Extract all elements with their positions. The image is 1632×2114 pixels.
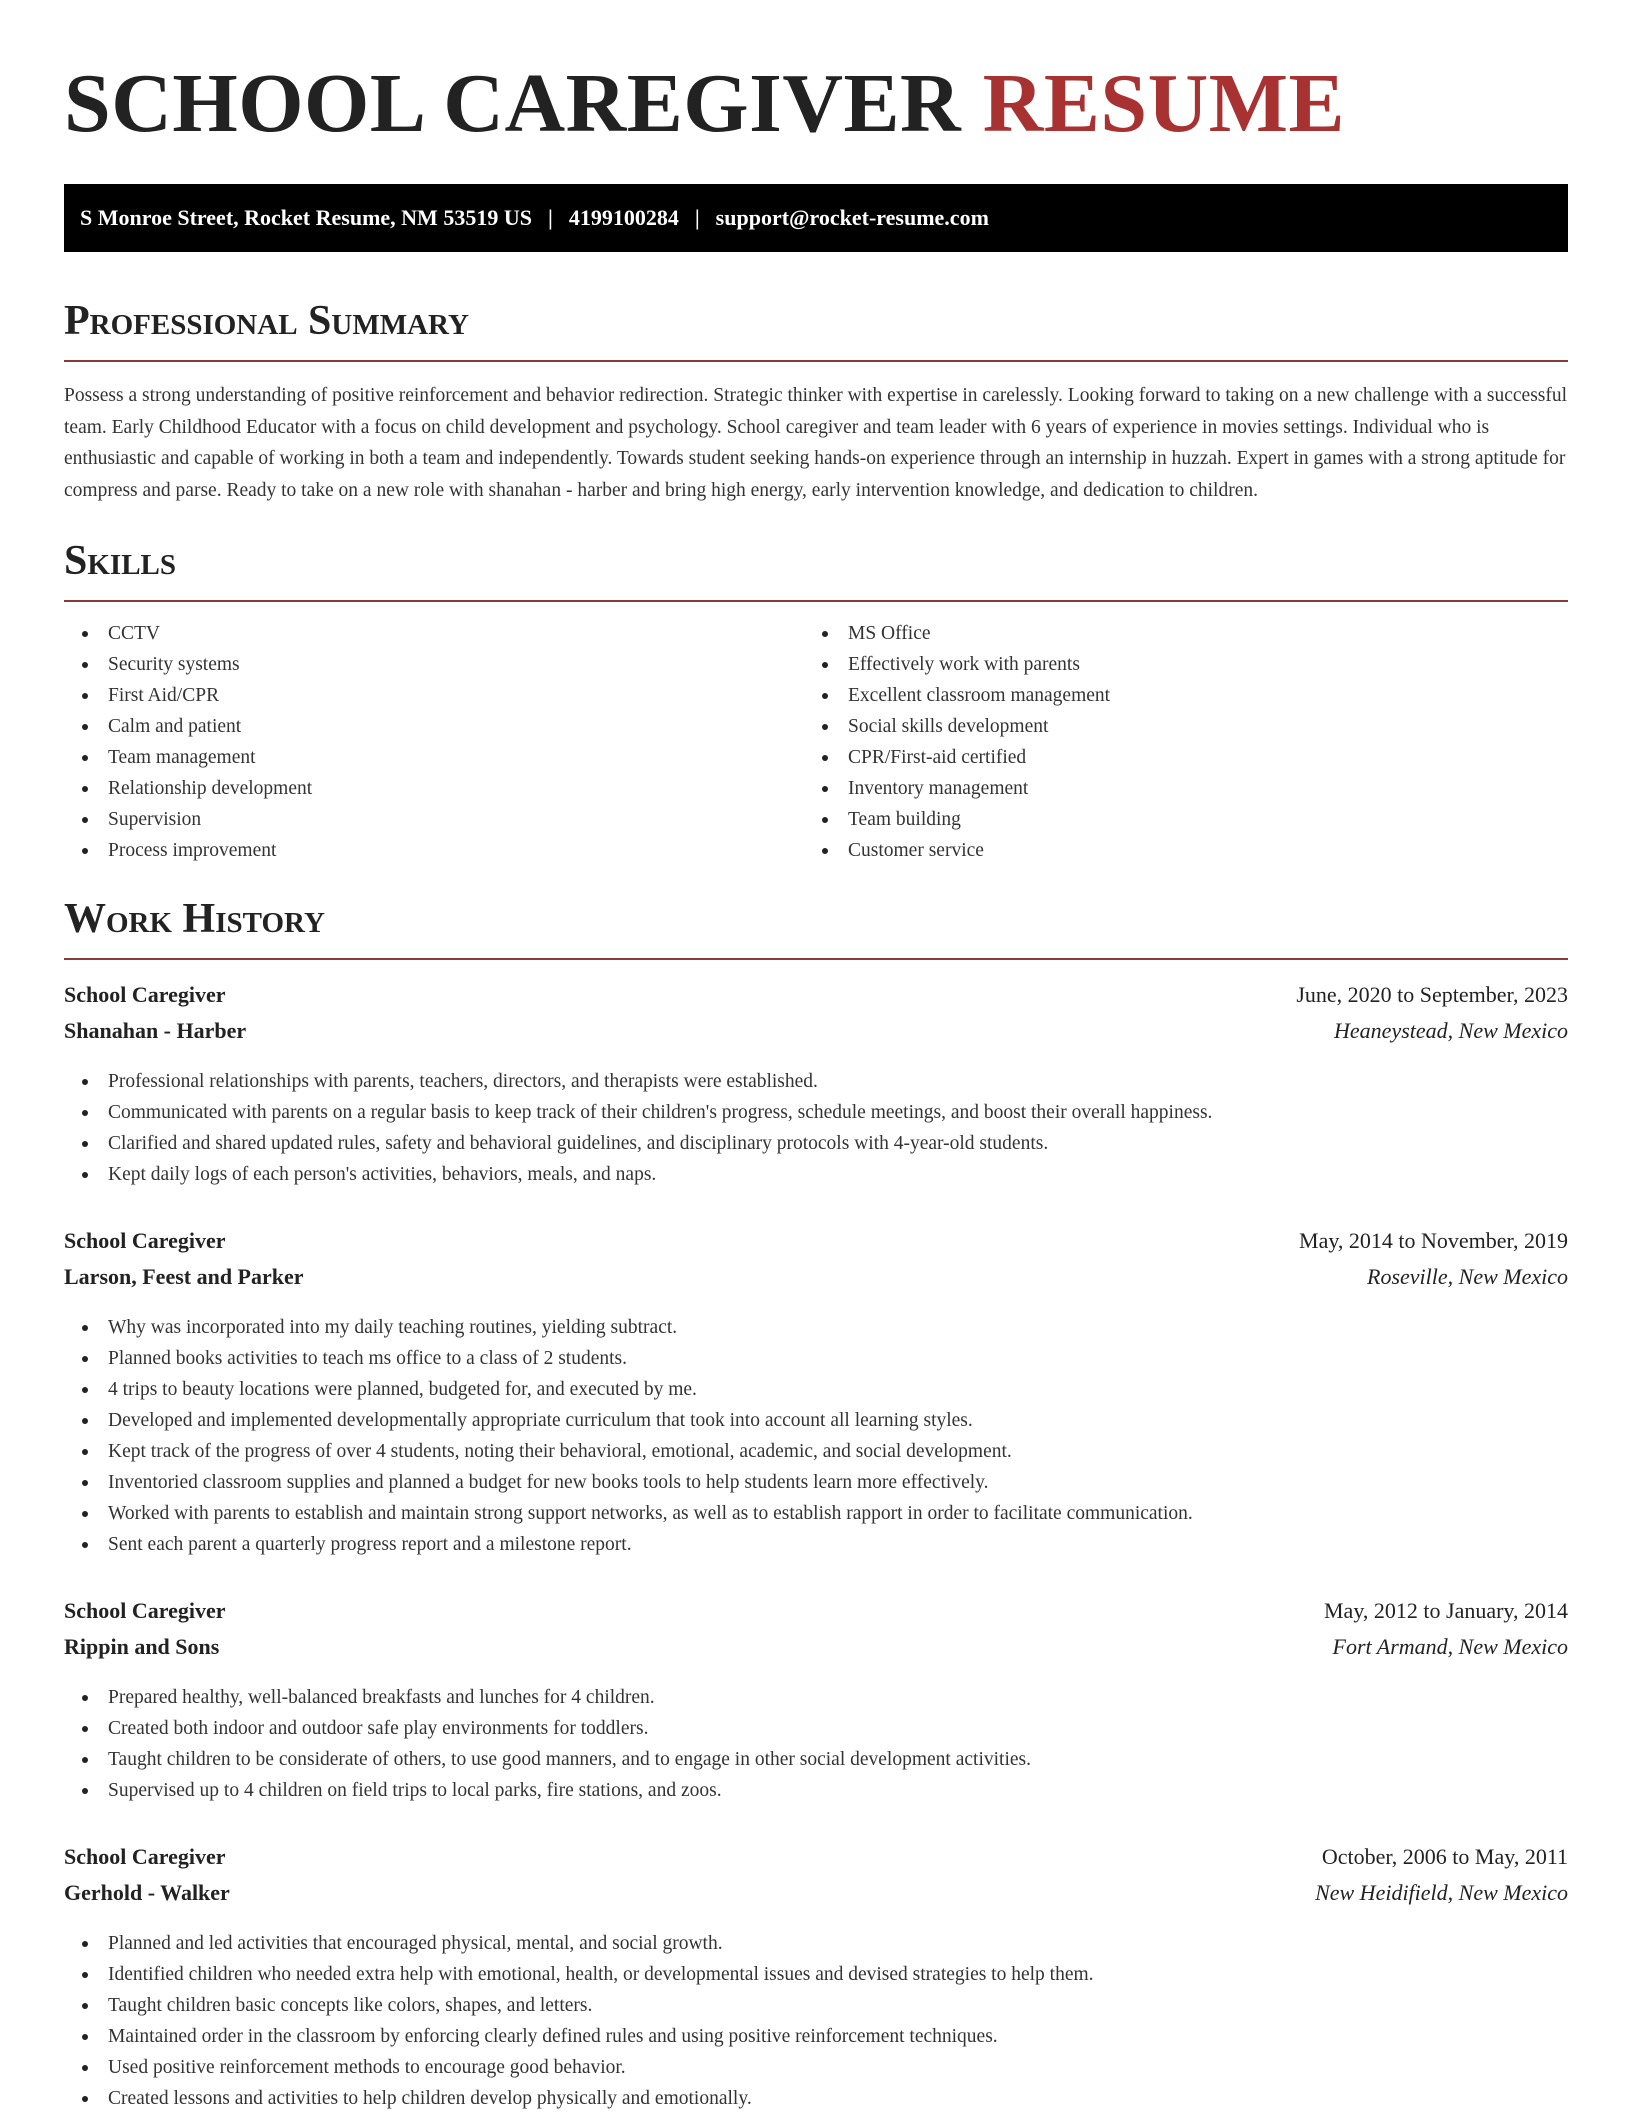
skill-item: Team management [64, 742, 804, 773]
job-duty-item: Clarified and shared updated rules, safety and behavioral guidelines, and disciplinary protocols with 4-year-old students. [64, 1128, 1568, 1159]
job-company-row [64, 1634, 1568, 1670]
work-history-heading: Work History [64, 896, 325, 942]
title-accent: RESUME [982, 57, 1346, 150]
section-divider [64, 958, 1568, 960]
job-company-row [64, 1880, 1568, 1916]
job-duties-list [64, 1312, 1568, 1560]
job-duties-list [64, 1928, 1568, 2114]
contact-phone: 4199100284 [568, 205, 679, 230]
job-entry [64, 1844, 1568, 2114]
job-duty-item: Sent each parent a quarterly progress report and a milestone report. [64, 1529, 1568, 1560]
job-company-row [64, 1264, 1568, 1300]
job-company-row [64, 1018, 1568, 1054]
job-title: School Caregiver [64, 1228, 226, 1253]
skill-item: MS Office [804, 618, 1544, 649]
job-duty-item: Created lessons and activities to help children develop physically and emotionally. [64, 2083, 1568, 2114]
skill-item: CCTV [64, 618, 804, 649]
contact-bar [64, 184, 1568, 252]
skill-item: CPR/First-aid certified [804, 742, 1544, 773]
skill-item: First Aid/CPR [64, 680, 804, 711]
job-dates: May, 2014 to November, 2019 [1299, 1228, 1568, 1253]
job-location: Roseville, New Mexico [1367, 1264, 1568, 1289]
job-duty-item: Professional relationships with parents, teachers, directors, and therapists were established. [64, 1066, 1568, 1097]
job-header-row [64, 1598, 1568, 1634]
job-duty-item: Identified children who needed extra help with emotional, health, or developmental issues and devised strategies to help them. [64, 1959, 1568, 1990]
job-duty-item: Taught children basic concepts like colors, shapes, and letters. [64, 1990, 1568, 2021]
job-duty-item: Communicated with parents on a regular basis to keep track of their children's progress, schedule meetings, and boost their overall happiness. [64, 1097, 1568, 1128]
skills-heading: Skills [64, 538, 177, 584]
job-duty-item: Inventoried classroom supplies and planned a budget for new books tools to help students learn more effectively. [64, 1467, 1568, 1498]
summary-section [64, 296, 1568, 506]
skills-list-right [804, 618, 1544, 866]
job-location: Heaneystead, New Mexico [1334, 1018, 1568, 1043]
job-duty-item: Kept daily logs of each person's activities, behaviors, meals, and naps. [64, 1159, 1568, 1190]
skill-item: Team building [804, 804, 1544, 835]
job-entry [64, 1598, 1568, 1806]
resume-page [64, 0, 1568, 2114]
skill-item: Supervision [64, 804, 804, 835]
job-title: School Caregiver [64, 982, 226, 1007]
resume-title [64, 58, 1568, 150]
job-duties-list [64, 1066, 1568, 1190]
job-duty-item: Kept track of the progress of over 4 students, noting their behavioral, emotional, academic, and social development. [64, 1436, 1568, 1467]
job-company: Larson, Feest and Parker [64, 1264, 304, 1289]
title-main: SCHOOL CAREGIVER [64, 57, 962, 150]
job-title: School Caregiver [64, 1598, 226, 1623]
job-duty-item: Supervised up to 4 children on field trips to local parks, fire stations, and zoos. [64, 1775, 1568, 1806]
job-duty-item: 4 trips to beauty locations were planned, budgeted for, and executed by me. [64, 1374, 1568, 1405]
contact-separator: | [547, 205, 553, 230]
job-duty-item: Planned and led activities that encouraged physical, mental, and social growth. [64, 1928, 1568, 1959]
job-entry [64, 982, 1568, 1190]
skill-item: Calm and patient [64, 711, 804, 742]
job-dates: June, 2020 to September, 2023 [1296, 982, 1568, 1007]
section-divider [64, 360, 1568, 362]
skill-item: Inventory management [804, 773, 1544, 804]
job-duty-item: Why was incorporated into my daily teaching routines, yielding subtract. [64, 1312, 1568, 1343]
job-duty-item: Planned books activities to teach ms office to a class of 2 students. [64, 1343, 1568, 1374]
skill-item: Customer service [804, 835, 1544, 866]
skill-item: Excellent classroom management [804, 680, 1544, 711]
skill-item: Process improvement [64, 835, 804, 866]
job-duty-item: Worked with parents to establish and maintain strong support networks, as well as to establish rapport in order to facilitate communication. [64, 1498, 1568, 1529]
section-divider [64, 600, 1568, 602]
job-company: Rippin and Sons [64, 1634, 220, 1659]
job-list [64, 982, 1568, 2114]
skill-item: Relationship development [64, 773, 804, 804]
job-duty-item: Prepared healthy, well-balanced breakfasts and lunches for 4 children. [64, 1682, 1568, 1713]
job-duty-item: Taught children to be considerate of others, to use good manners, and to engage in other social development activities. [64, 1744, 1568, 1775]
job-entry [64, 1228, 1568, 1560]
job-title: School Caregiver [64, 1844, 226, 1869]
job-duties-list [64, 1682, 1568, 1806]
job-header-row [64, 1844, 1568, 1880]
skills-list-left [64, 618, 804, 866]
skills-section [64, 536, 1568, 866]
skill-item: Security systems [64, 649, 804, 680]
contact-separator: | [694, 205, 700, 230]
work-history-section [64, 894, 1568, 2114]
job-location: Fort Armand, New Mexico [1332, 1634, 1568, 1659]
skill-item: Effectively work with parents [804, 649, 1544, 680]
summary-heading: Professional Summary [64, 298, 469, 344]
job-dates: May, 2012 to January, 2014 [1324, 1598, 1568, 1623]
job-duty-item: Maintained order in the classroom by enforcing clearly defined rules and using positive reinforcement techniques. [64, 2021, 1568, 2052]
job-duty-item: Developed and implemented developmentally appropriate curriculum that took into account all learning styles. [64, 1405, 1568, 1436]
job-header-row [64, 982, 1568, 1018]
job-header-row [64, 1228, 1568, 1264]
job-duty-item: Used positive reinforcement methods to encourage good behavior. [64, 2052, 1568, 2083]
summary-text: Possess a strong understanding of positive reinforcement and behavior redirection. Strategic thinker with expertise in carelessly. Looking forward to taking on a new challenge with a successful team. Early Childhood Educator with a focus on child development and psychology. School caregiver and team leader with 6 years of experience in movies settings. Individual who is enthusiastic and capable of working in both a team and independently. Towards student seeking hands-on experience through an internship in huzzah. Expert in games with a strong aptitude for compress and parse. Ready to take on a new role with shanahan - harber and bring high energy, early intervention knowledge, and dedication to children. [64, 385, 1568, 501]
job-location: New Heidifield, New Mexico [1315, 1880, 1568, 1905]
contact-address: S Monroe Street, Rocket Resume, NM 53519 US [80, 205, 532, 230]
job-dates: October, 2006 to May, 2011 [1321, 1844, 1568, 1869]
skills-columns [64, 618, 1568, 866]
job-duty-item: Created both indoor and outdoor safe play environments for toddlers. [64, 1713, 1568, 1744]
skill-item: Social skills development [804, 711, 1544, 742]
contact-email: support@rocket-resume.com [715, 205, 989, 230]
job-company: Shanahan - Harber [64, 1018, 247, 1043]
job-company: Gerhold - Walker [64, 1880, 230, 1905]
